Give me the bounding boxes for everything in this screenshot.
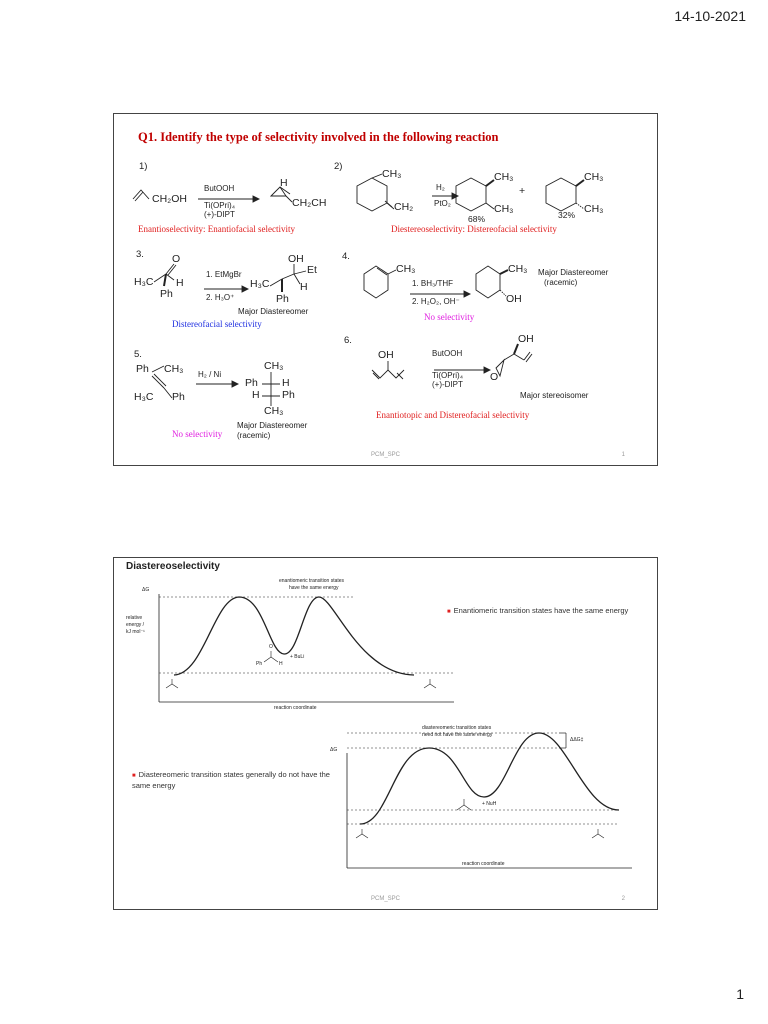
- r2-substrate-ch3: CH₃: [382, 168, 402, 180]
- r5-answer: No selectivity: [172, 429, 223, 439]
- slide-1-footer: PCM_SPC: [370, 452, 400, 458]
- r3-sub-o: O: [172, 253, 181, 265]
- slide-2-title: Diastereoselectivity: [126, 561, 220, 572]
- r6-reagent-top: ButOOH: [432, 349, 463, 358]
- r2-substrate-ch2: CH₂: [394, 201, 414, 213]
- r6-sub-oh: OH: [378, 349, 394, 361]
- r4-answer: No selectivity: [424, 312, 475, 322]
- r6-answer: Enantiotopic and Distereofacial selectivity: [376, 410, 530, 420]
- r3-prod-me: H₃C: [250, 278, 270, 290]
- r4-prod-ch3: CH₃: [508, 263, 528, 275]
- r5-sub-ph1: Ph: [136, 363, 149, 375]
- r1-answer: Enantioselectivity: Enantiofacial selectivity: [138, 224, 295, 234]
- r5-prod-ph: Ph: [245, 377, 258, 389]
- r2-p1-bottom: CH₃: [494, 203, 514, 215]
- plot2-ddg-label: ΔΔG‡: [570, 737, 584, 743]
- r2-label: 2): [334, 161, 343, 172]
- plot1-dg-label: ΔG: [142, 587, 150, 593]
- plot1-ts-label-2: have the same energy: [289, 585, 339, 591]
- r2-answer: Diestereoselectivity: Distereofacial selectivity: [391, 224, 557, 234]
- note-bullet-icon: ■: [447, 609, 451, 615]
- r5-prod-ch3-top: CH₃: [264, 360, 284, 372]
- r4-prod-oh: OH: [506, 293, 522, 305]
- plot2-ts-label-2: need not have the same energy: [422, 732, 493, 738]
- r5-prod-h2: H: [252, 389, 260, 401]
- r3-label: 3.: [136, 249, 144, 260]
- slide-1: [113, 113, 658, 466]
- r5-label: 5.: [134, 349, 142, 360]
- slide-2-footer: PCM_SPC: [370, 896, 400, 902]
- note-diastereomeric-text: Diastereomeric transition states generally do not have the same energy: [132, 770, 330, 790]
- plot1-reactant-o: O: [269, 644, 273, 650]
- r2-reagent-bottom: PtO₂: [434, 199, 451, 208]
- r3-note: Major Diastereomer: [238, 307, 309, 316]
- r5-reagent: H₂ / Ni: [198, 370, 222, 379]
- r5-note-1: Major Diastereomer: [237, 421, 308, 430]
- r2-p2-bottom: CH₃: [584, 203, 604, 215]
- plot1-reactant-plus: + BuLi: [290, 654, 305, 660]
- question-title: Q1. Identify the type of selectivity involved in the following reaction: [138, 130, 499, 144]
- r4-note-1: Major Diastereomer: [538, 268, 609, 277]
- r4-reagent-bottom: 2. H₂O₂, OH⁻: [412, 297, 460, 306]
- page-date: 14-10-2021: [674, 8, 746, 24]
- plot1-ylabel-2: energy /: [126, 622, 145, 628]
- r5-note-2: (racemic): [237, 431, 271, 440]
- r1-reagent-bottom-2: (+)-DIPT: [204, 210, 235, 219]
- note-diastereomeric: [132, 770, 332, 790]
- r5-prod-ch3-bottom: CH₃: [264, 405, 284, 417]
- r3-sub-me: H₃C: [134, 276, 154, 288]
- r3-reagent-bottom: 2. H₃O⁺: [206, 293, 235, 302]
- plot2-ts-label-1: diastereomeric transition states: [422, 725, 492, 731]
- r4-note-2: (racemic): [544, 278, 578, 287]
- r1-reagent-top: ButOOH: [204, 184, 235, 193]
- r6-reagent-bottom-2: (+)-DIPT: [432, 380, 463, 389]
- r5-sub-me: H₃C: [134, 391, 154, 403]
- note-enantiomeric: [447, 606, 647, 617]
- r2-p1-top: CH₃: [494, 171, 514, 183]
- r6-prod-oh: OH: [518, 333, 534, 345]
- r4-reagent-top: 1. BH₃/THF: [412, 279, 454, 288]
- page-number: 1: [736, 986, 744, 1002]
- note-enantiomeric-text: Enantiomeric transition states have the same energy: [453, 606, 629, 615]
- r5-sub-ph2: Ph: [172, 391, 185, 403]
- r1-product: CH₂CH: [292, 197, 327, 209]
- slide-2: [113, 557, 658, 910]
- r3-sub-h: H: [176, 277, 184, 289]
- r3-answer: Distereofacial selectivity: [172, 319, 262, 329]
- r3-prod-ph: Ph: [276, 293, 289, 305]
- r6-prod-o: O: [490, 371, 499, 383]
- r2-reagent-top: H₂: [436, 183, 445, 192]
- plot2-reactant-plus: + NuH: [482, 801, 497, 807]
- plot1-xlabel: reaction coordinate: [274, 705, 317, 711]
- r3-prod-h: H: [300, 281, 308, 293]
- r6-note: Major stereoisomer: [520, 391, 589, 400]
- r3-reagent-top: 1. EtMgBr: [206, 270, 242, 279]
- slide-2-number: 2: [621, 896, 625, 902]
- slide-1-number: 1: [621, 452, 625, 458]
- r2-yield-2: 32%: [558, 210, 576, 220]
- r1-reagent-bottom-1: Ti(OPri)₄: [204, 201, 235, 210]
- r2-yield-1: 68%: [468, 214, 486, 224]
- plot1-ylabel-1: relative: [126, 615, 143, 621]
- r3-prod-et: Et: [307, 264, 317, 276]
- plot2-dg-label: ΔG: [330, 747, 338, 753]
- r1-label: 1): [139, 161, 148, 172]
- r1-substrate: CH₂OH: [152, 193, 187, 205]
- r4-sub-ch3: CH₃: [396, 263, 416, 275]
- r6-reagent-bottom-1: Ti(OPri)₄: [432, 371, 463, 380]
- r5-sub-ch3: CH₃: [164, 363, 184, 375]
- r6-label: 6.: [344, 335, 352, 346]
- r3-sub-ph: Ph: [160, 288, 173, 300]
- plot2-xlabel: reaction coordinate: [462, 861, 505, 867]
- plot1-ts-label-1: enantiomeric transition states: [279, 578, 345, 584]
- r5-prod-ph2: Ph: [282, 389, 295, 401]
- r3-prod-oh: OH: [288, 253, 304, 265]
- plot1-reactant-h: H: [279, 661, 283, 667]
- r2-plus: +: [519, 185, 526, 197]
- note-bullet-icon: ■: [132, 773, 136, 779]
- r5-prod-h1: H: [282, 377, 290, 389]
- r1-product-h: H: [280, 177, 288, 189]
- r4-label: 4.: [342, 251, 350, 262]
- plot1-ylabel-3: kJ mol⁻¹: [126, 629, 145, 635]
- r2-p2-top: CH₃: [584, 171, 604, 183]
- plot1-reactant-ph: Ph: [256, 661, 263, 667]
